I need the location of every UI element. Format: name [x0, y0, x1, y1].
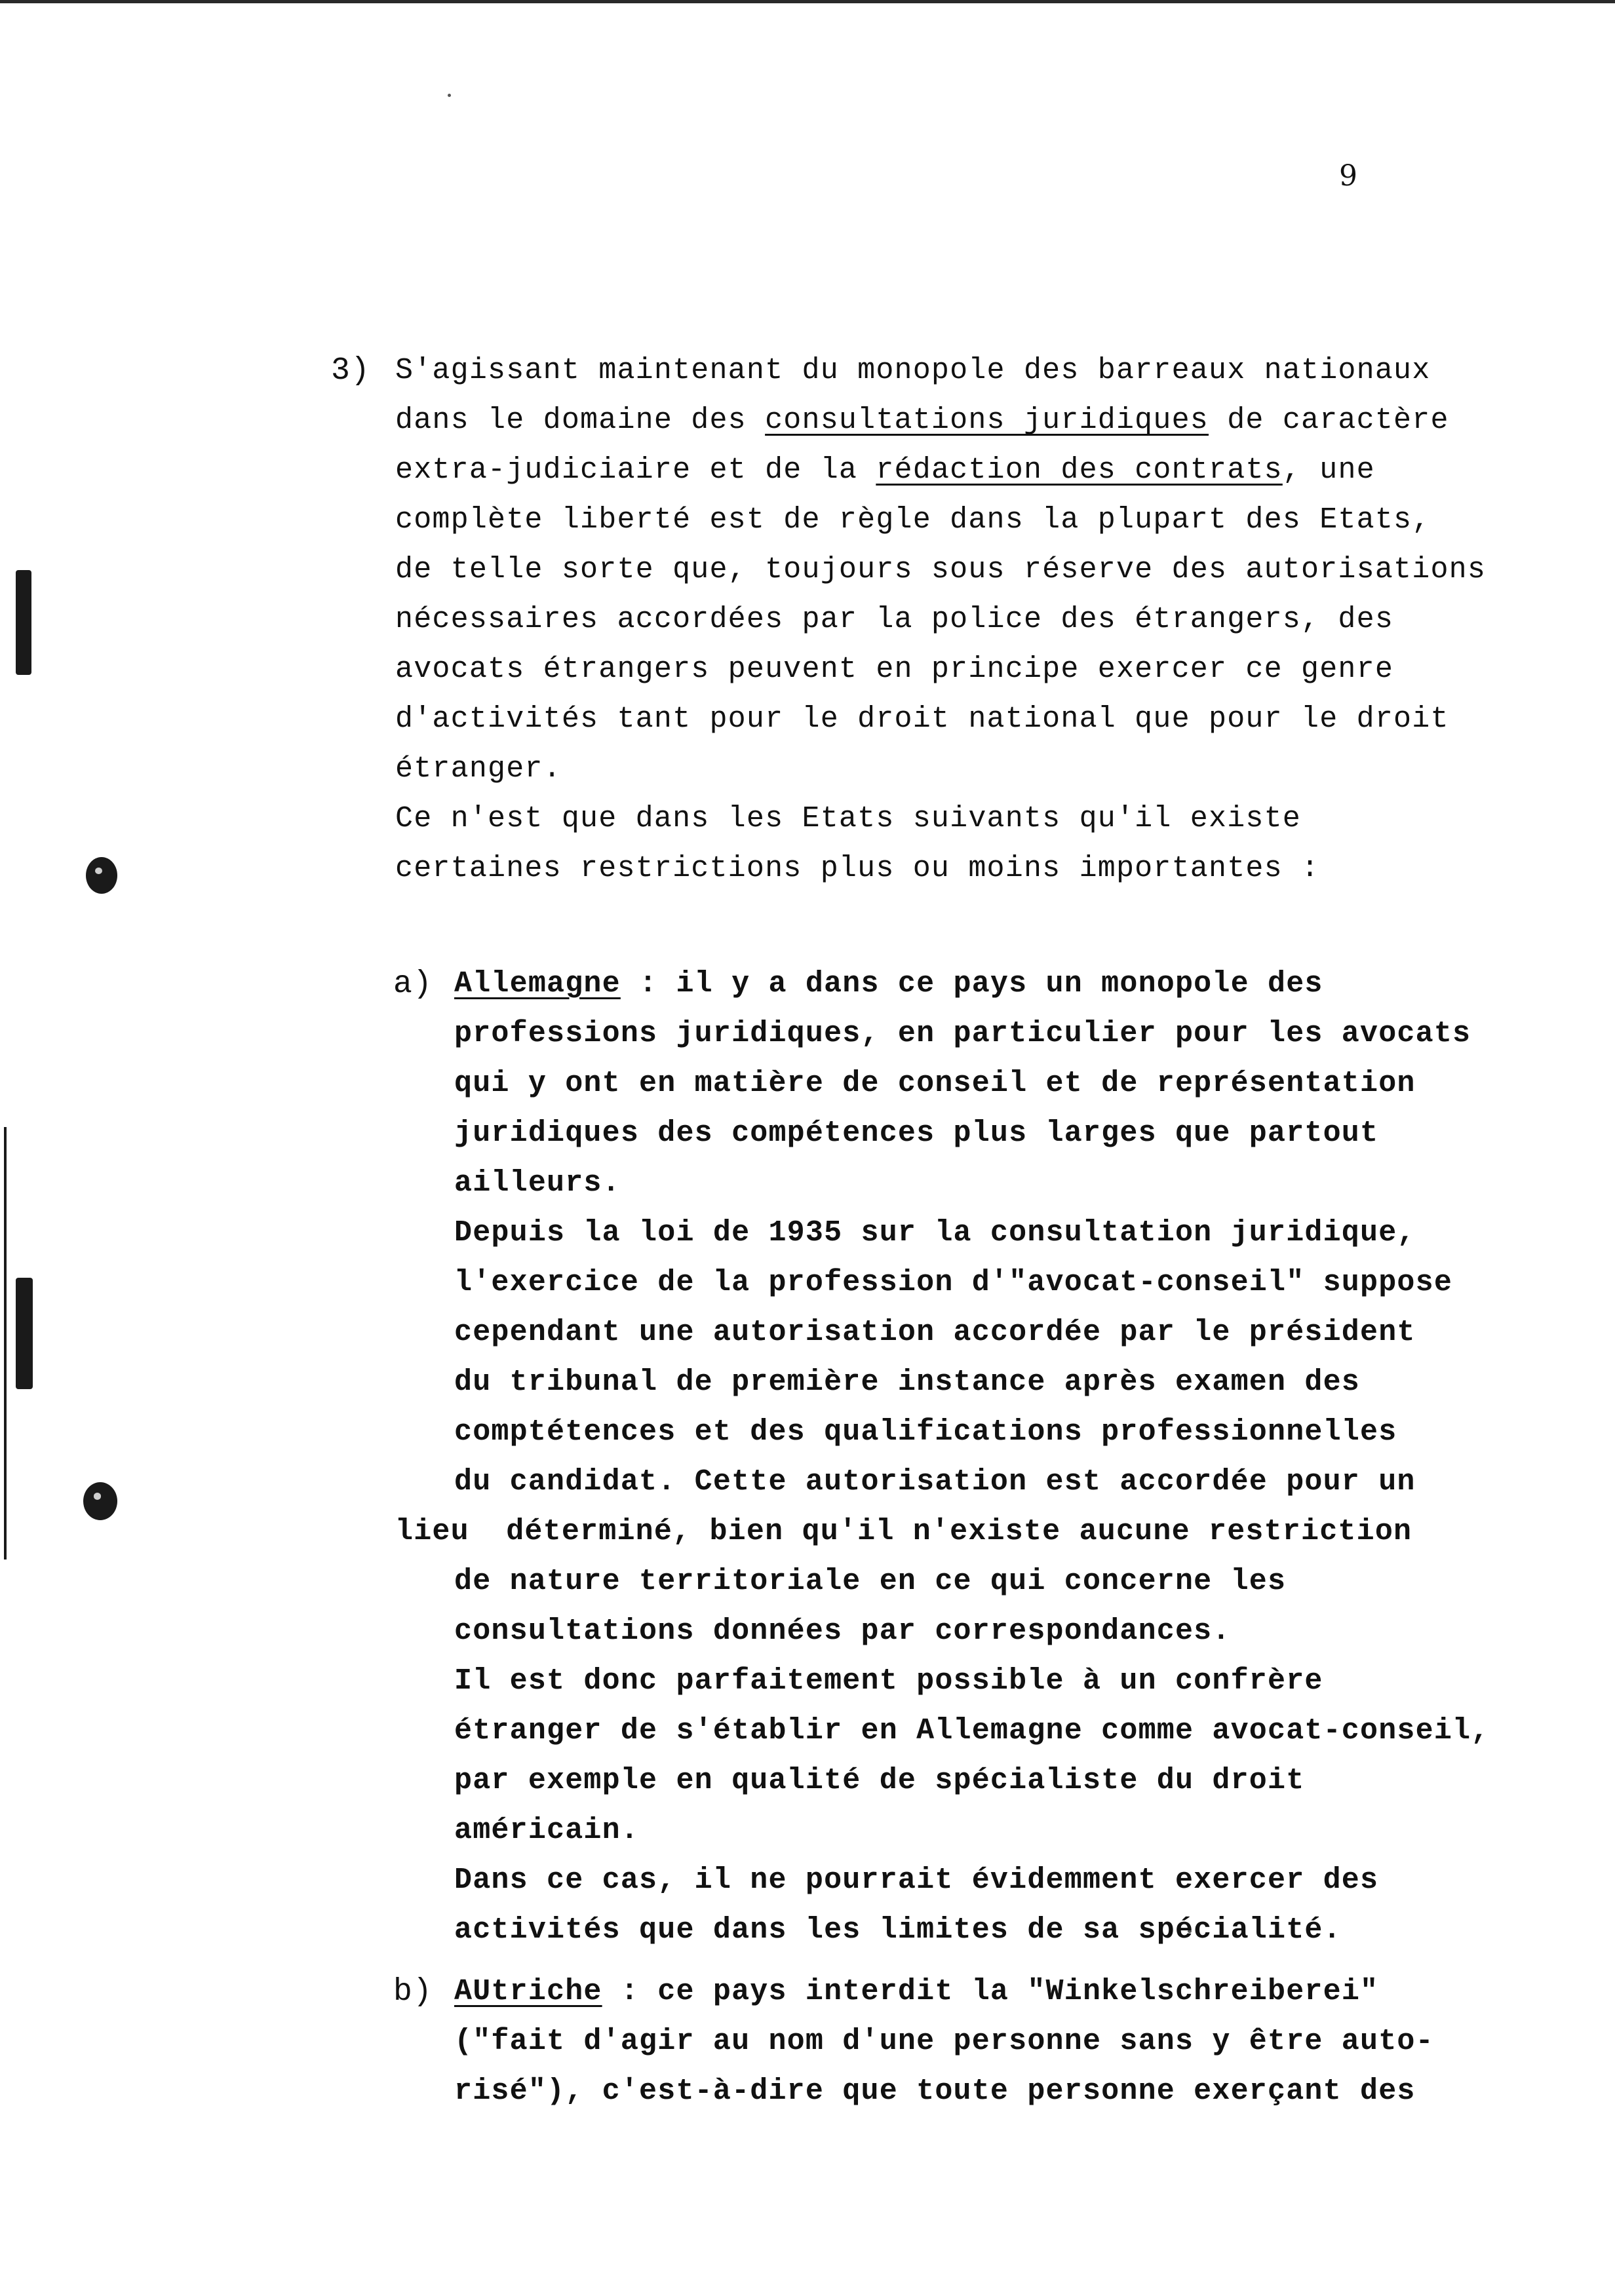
paragraph-line: étranger. — [395, 752, 562, 786]
item-a-line: consultations données par correspondances. — [454, 1615, 1231, 1648]
paragraph-line: dans le domaine des consultations juridiques de caractère — [395, 404, 1449, 437]
item-b-line: risé"), c'est-à-dire que toute personne exerçant des — [454, 2075, 1416, 2108]
item-b-line: AUtriche : ce pays interdit la "Winkelschreiberei" — [454, 1975, 1379, 2008]
item-a-marker: a) — [393, 966, 433, 1002]
paragraph-line: nécessaires accordées par la police des étrangers, des — [395, 603, 1394, 636]
item-a-line: du tribunal de première instance après examen des — [454, 1366, 1361, 1399]
paragraph-line: certaines restrictions plus ou moins importantes : — [395, 852, 1320, 885]
item-a-line: de nature territoriale en ce qui concerne les — [454, 1565, 1287, 1598]
paragraph-line: de telle sorte que, toujours sous réserve des autorisations — [395, 553, 1487, 586]
item-a-line: comptétences et des qualifications professionnelles — [454, 1415, 1397, 1449]
paragraph-line: Ce n'est que dans les Etats suivants qu'il existe — [395, 802, 1302, 835]
item-a-heading: Allemagne — [454, 967, 621, 1001]
underlined-term: consultations juridiques — [765, 404, 1209, 437]
item-a-line: ailleurs. — [454, 1166, 621, 1200]
item-a-line: américain. — [454, 1814, 640, 1847]
item-a-line: Il est donc parfaitement possible à un confrère — [454, 1664, 1323, 1698]
item-a-line: professions juridiques, en particulier pour les avocats — [454, 1017, 1471, 1050]
paragraph-line: extra-judiciaire et de la rédaction des contrats, une — [395, 453, 1375, 487]
item-b-marker: b) — [393, 1974, 433, 2010]
item-a-line: l'exercice de la profession d'"avocat-conseil" suppose — [454, 1266, 1453, 1299]
paragraph-line: S'agissant maintenant du monopole des barreaux nationaux — [395, 354, 1431, 387]
item-a-line: cependant une autorisation accordée par le président — [454, 1316, 1416, 1349]
punch-hole — [83, 1482, 117, 1520]
item-a-line: Dans ce cas, il ne pourrait évidemment exercer des — [454, 1864, 1379, 1897]
section-3-marker: 3) — [331, 353, 371, 389]
item-a-line: lieu déterminé, bien qu'il n'existe aucune restriction — [395, 1515, 1412, 1548]
underlined-term: rédaction des contrats — [876, 453, 1283, 487]
item-a-line: étranger de s'établir en Allemagne comme avocat-conseil, — [454, 1714, 1490, 1748]
page-number: 9 — [1339, 159, 1357, 193]
item-a-line: par exemple en qualité de spécialiste du droit — [454, 1764, 1305, 1797]
item-a-line: Depuis la loi de 1935 sur la consultation juridique, — [454, 1216, 1416, 1250]
paragraph-line: d'activités tant pour le droit national que pour le droit — [395, 702, 1449, 736]
page-edge-line — [4, 1127, 7, 1559]
binder-mark — [16, 570, 31, 675]
item-a-line: du candidat. Cette autorisation est accordée pour un — [454, 1465, 1416, 1499]
paragraph-line: complète liberté est de règle dans la plupart des Etats, — [395, 503, 1431, 537]
item-a-line: activités que dans les limites de sa spécialité. — [454, 1913, 1342, 1947]
item-a-line: qui y ont en matière de conseil et de représentation — [454, 1067, 1416, 1100]
paragraph-line: avocats étrangers peuvent en principe exercer ce genre — [395, 653, 1394, 686]
item-a-line: juridiques des compétences plus larges que partout — [454, 1117, 1379, 1150]
scan-speck — [448, 94, 451, 97]
item-b-heading: AUtriche — [454, 1975, 602, 2008]
item-a-line: Allemagne : il y a dans ce pays un monopole des — [454, 967, 1323, 1001]
binder-mark — [16, 1278, 33, 1389]
item-b-line: ("fait d'agir au nom d'une personne sans y être auto- — [454, 2025, 1434, 2058]
top-scan-border — [0, 0, 1615, 3]
punch-hole — [86, 857, 117, 894]
